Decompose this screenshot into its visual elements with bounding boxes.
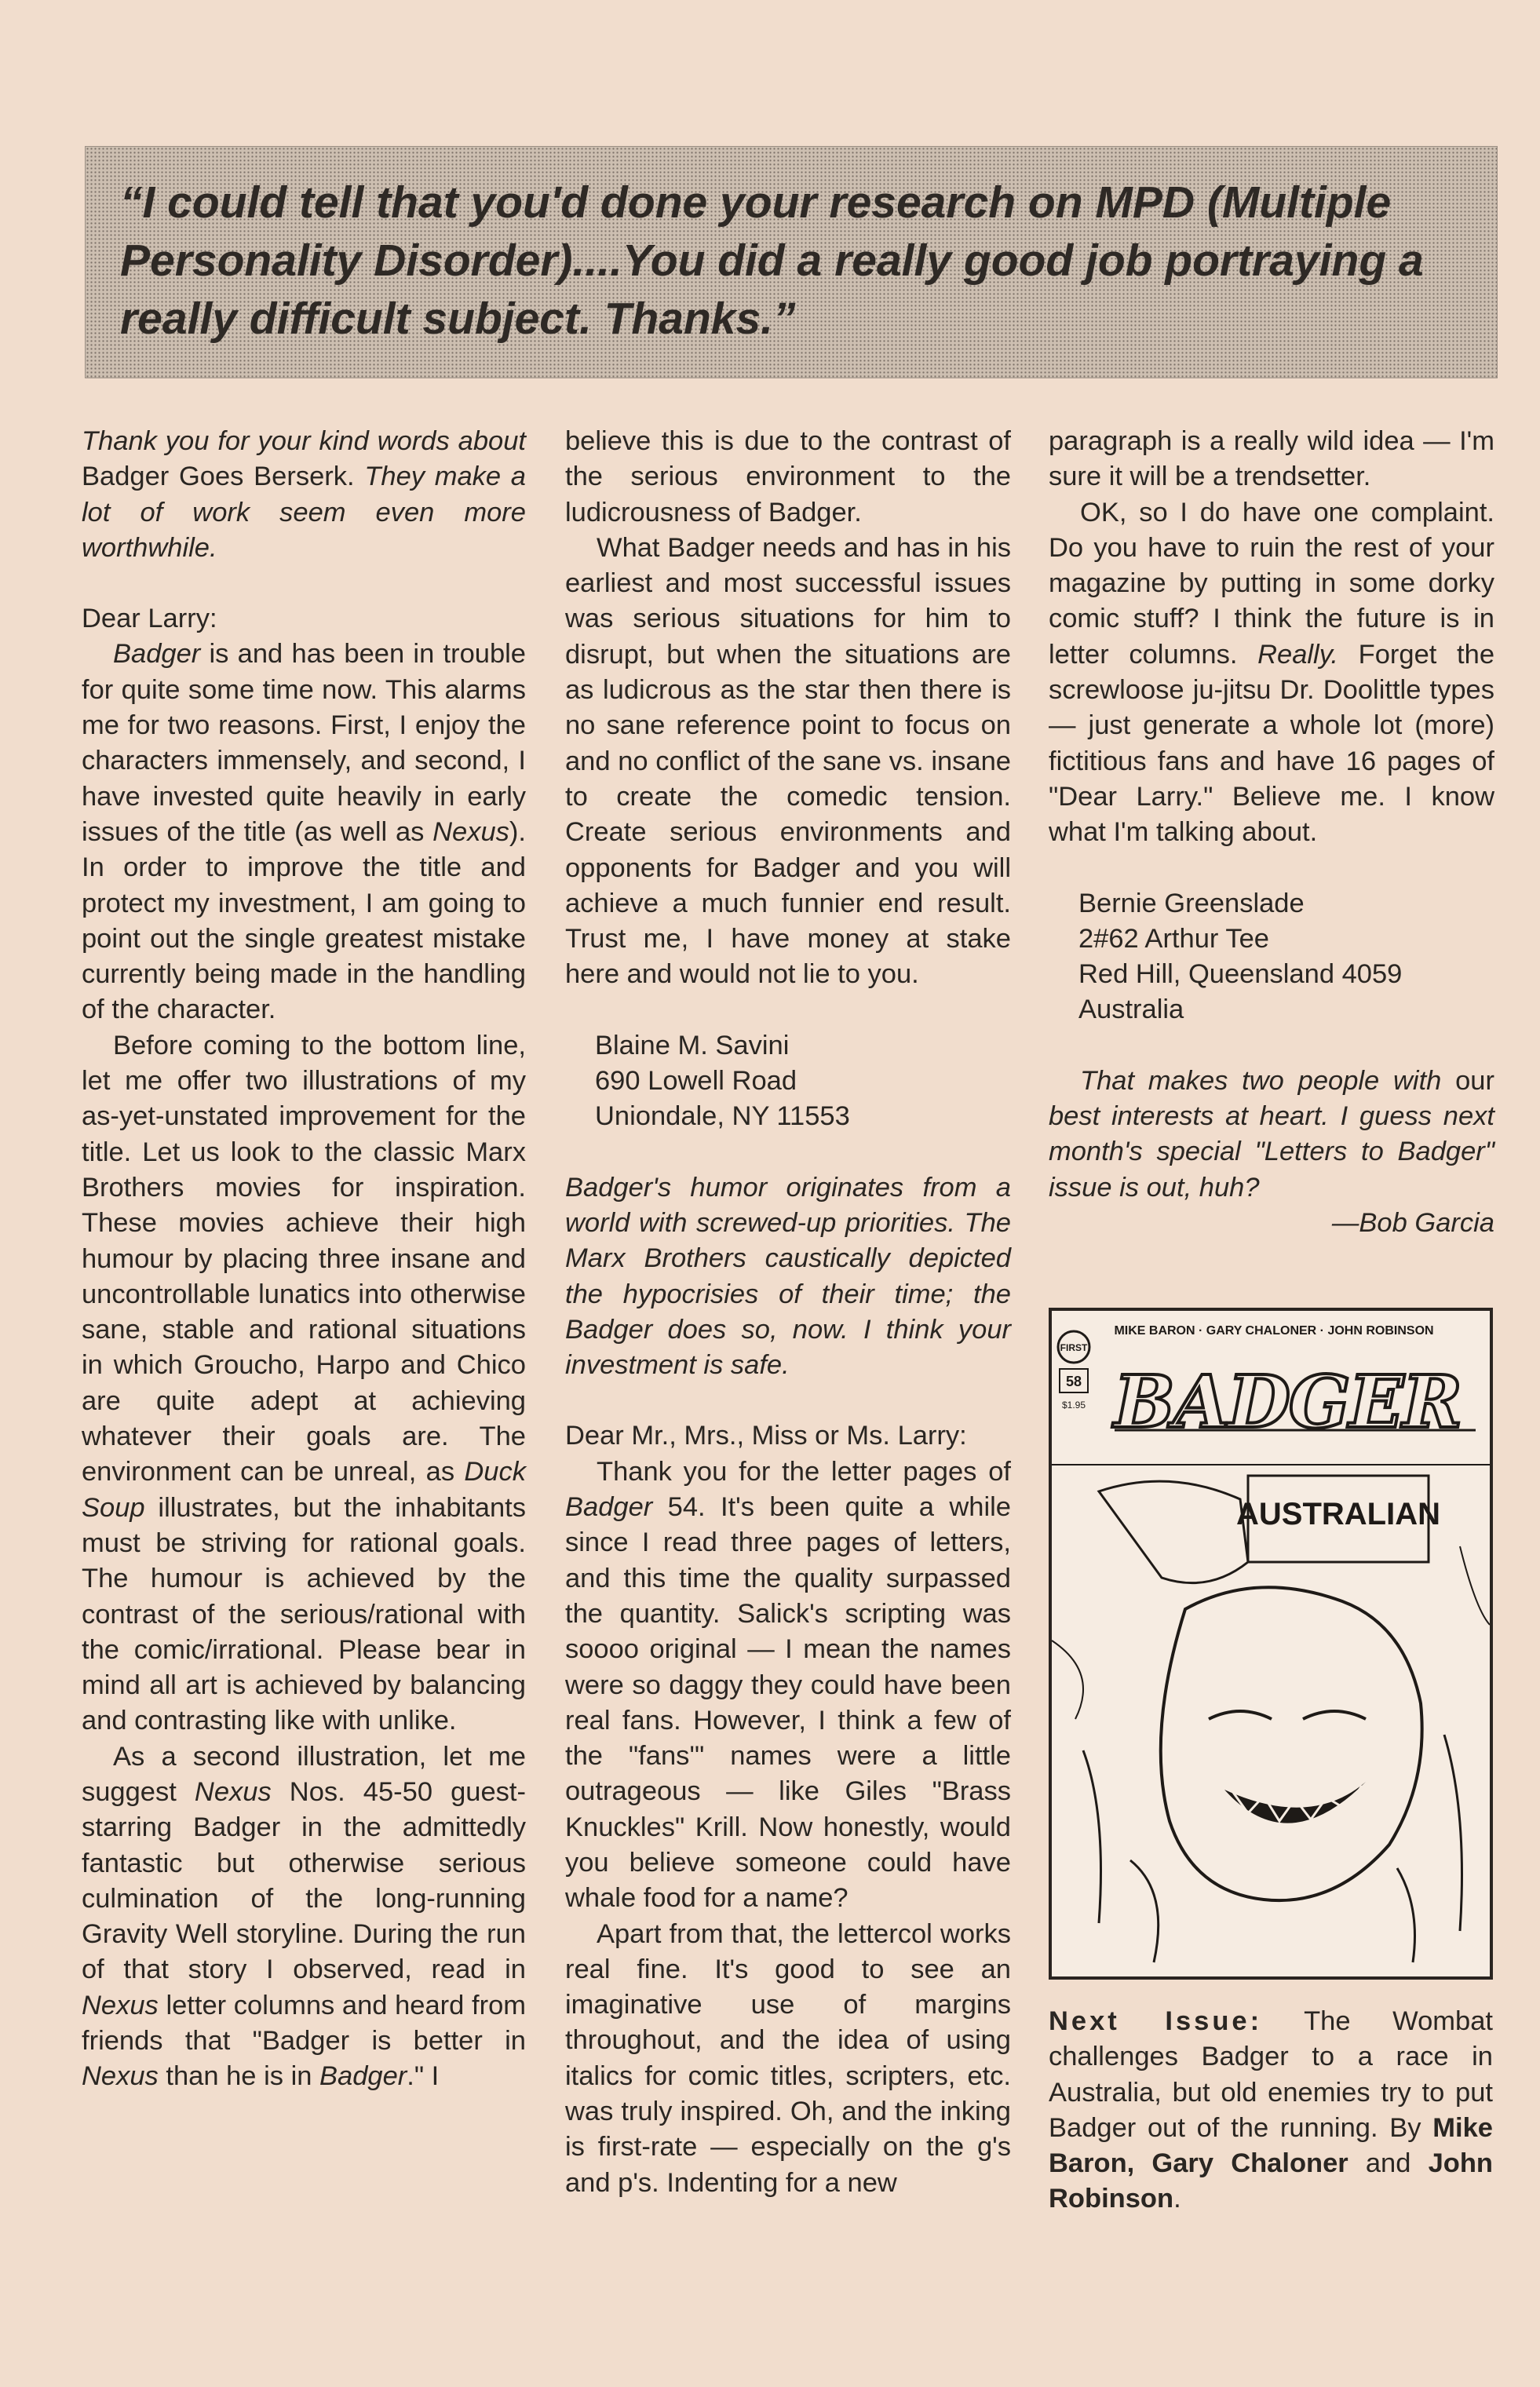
letter-salutation: Dear Mr., Mrs., Miss or Ms. Larry: xyxy=(565,1421,967,1451)
column-3 xyxy=(1049,424,1494,1241)
letter-paragraph: Badger is and has been in trouble for quite some time now. This alarms me for two reasons. First, I enjoy the characters immensely, and second, I have invested quite heavily in early issues of the title (as well as Nexus). In order to improve the title and protect my investment, I am going to point out the single greatest mistake currently being made in the handling of the character. xyxy=(82,639,526,1025)
letter-paragraph: What Badger needs and has in his earliest and most successful issues was serious situations for him to disrupt, but when the situations are as ludicrous as the star then there is no sane reference point to focus on and no conflict of the sane vs. insane to create the comedic tension. Create serious environments and opponents for Badger and you will achieve a much funnier end result. Trust me, I have money at stake here and would not lie to you. xyxy=(565,532,1011,990)
cover-sign: AUSTRALIAN xyxy=(1236,1497,1440,1531)
letter-paragraph: OK, so I do have one complaint. Do you have to ruin the rest of your magazine by putting in some dorky comic stuff? I think the future is in letter columns. Really. Forget the screwloose ju-jitsu Dr. Doolittle types — just generate a whole lot (more) fictitious fans and have 16 pages of "Dear Larry." Believe me. I know what I'm talking about. xyxy=(1049,497,1495,848)
editor-reply: That makes two people with our best interests at heart. I guess next month's special "Letters to Badger" issue is out, huh? xyxy=(1049,1065,1494,1203)
signature-name: Blaine M. Savini xyxy=(595,1030,790,1060)
letter-paragraph: Thank you for the letter pages of Badger 54. It's been quite a while since I read three pages of letters, and this time the quality surpassed the quantity. Salick's scripting was soooo original — I mean the names were so daggy they could have been real fans. However, I think a few of the "fans'" names were a little outrageous — like Giles "Brass Knuckles" Krill. Now honestly, would you believe someone could have whale food for a name? xyxy=(565,1456,1011,1914)
signature-city: Red Hill, Queensland 4059 xyxy=(1078,959,1403,990)
pull-quote-text: “I could tell that you'd done your research on MPD (Multiple Personality Disorder)....You did a really good job portraying a really difficult subject. Thanks.” xyxy=(120,177,1424,344)
signature-city: Uniondale, NY 11553 xyxy=(595,1101,850,1132)
signature-street: 2#62 Arthur Tee xyxy=(1078,923,1269,954)
signature-street: 690 Lowell Road xyxy=(595,1066,797,1097)
editor-reply-intro: Thank you for your kind words about Badger Goes Berserk. They make a lot of work seem even more worthwhile. xyxy=(82,426,526,563)
letter-paragraph: believe this is due to the contrast of the serious environment to the ludicrousness of Badger. xyxy=(565,426,1011,527)
cover-price: $1.95 xyxy=(1061,1400,1086,1411)
cover-logo: BADGER xyxy=(1113,1360,1462,1444)
cover-art xyxy=(1052,1311,1490,1976)
letter-paragraph: paragraph is a really wild idea — I'm sure it will be a trendsetter. xyxy=(1049,426,1494,492)
signature-country: Australia xyxy=(1078,995,1184,1025)
cover-credits: MIKE BARON · GARY CHALONER · JOHN ROBINSON xyxy=(1114,1324,1434,1338)
letter-paragraph: Apart from that, the lettercol works real fine. It's good to see an imaginative use of margins throughout, and the idea of using italics for comic titles, scripters, etc. was truly inspired. Oh, and the inking is first-rate — especially on the g's and p's. Indenting for a new xyxy=(565,1918,1011,2198)
letter-paragraph: Before coming to the bottom line, let me offer two illustrations of my as-yet-unstated improvement for the title. Let us look to the classic Marx Brothers movies for inspiration. These movies achieve their high humour by placing three insane and uncontrollable lunatics into otherwise sane, stable and rational situations in which Groucho, Harpo and Chico are quite adept at achieving whatever their goals are. The environment can be unreal, as Duck Soup illustrates, but the inhabitants must be striving for rational goals. The humour is achieved by the contrast of the serious/rational with the comic/irrational. Please bear in mind all art is achieved by balancing and contrasting like with unlike. xyxy=(82,1030,526,1736)
letter-salutation: Dear Larry: xyxy=(82,604,217,634)
column-1 xyxy=(82,424,526,2095)
next-issue-cover-image xyxy=(1049,1308,1493,1980)
editor-signature: —Bob Garcia xyxy=(1331,1207,1494,1238)
publisher-name: FIRST xyxy=(1060,1342,1088,1353)
letter-paragraph: As a second illustration, let me suggest Nexus Nos. 45-50 guest-starring Badger in the admittedly fantastic but otherwise serious culmination of the long-running Gravity Well storyline. During the run of that story I observed, read in Nexus letter columns and heard from friends that "Badger is better in Nexus than he is in Badger." I xyxy=(82,1741,526,2092)
pull-quote-box xyxy=(85,146,1498,378)
next-issue-blurb: Next Issue: The Wombat challenges Badger to a race in Australia, but old enemies try to put Badger out of the running. By Mike Baron, Gary Chaloner and John Robinson. xyxy=(1049,2006,1493,2214)
signature-name: Bernie Greenslade xyxy=(1078,888,1305,918)
editor-reply: Badger's humor originates from a world with screwed-up priorities. The Marx Brothers caustically depicted the hypocrisies of their time; the Badger does so, now. I think your investment is safe. xyxy=(565,1172,1011,1381)
issue-number: 58 xyxy=(1065,1374,1082,1389)
column-2 xyxy=(565,424,1011,2201)
next-issue-label: Next Issue: xyxy=(1049,2006,1263,2036)
